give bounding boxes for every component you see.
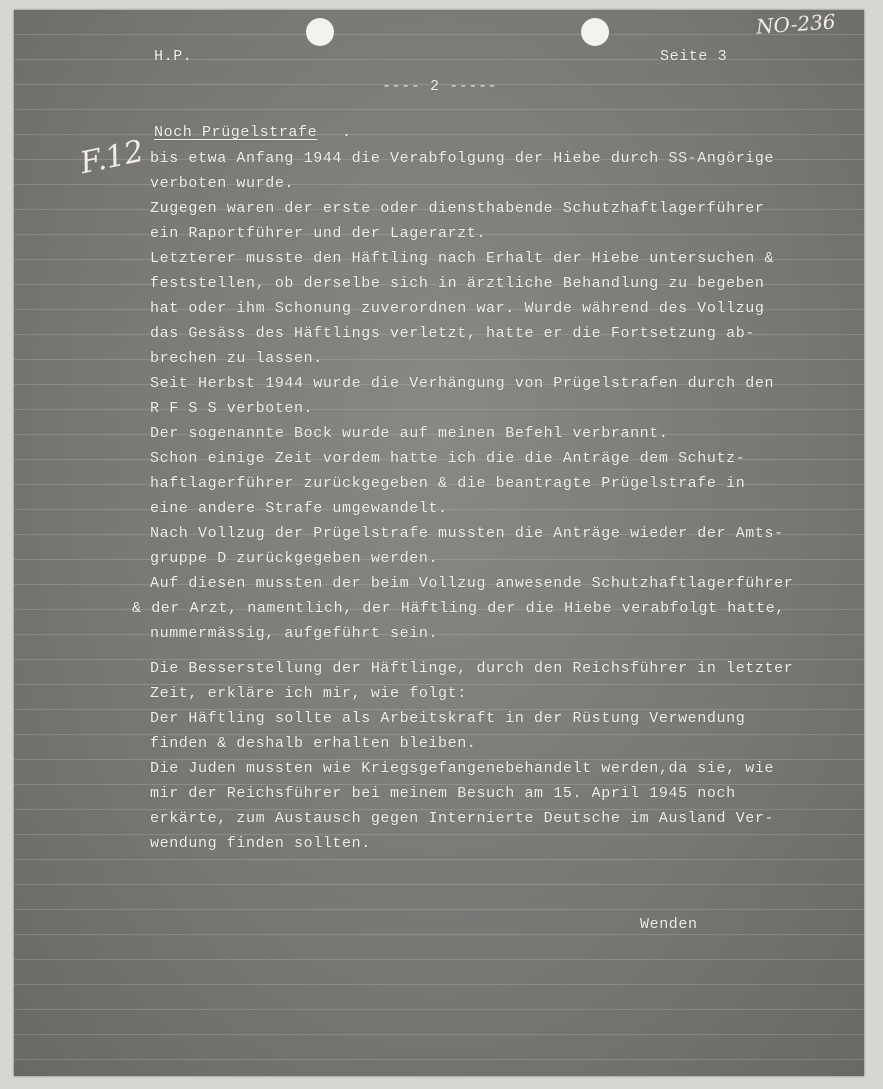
text-line: brechen zu lassen. [150,350,323,367]
text-line: Nach Vollzug der Prügelstrafe mussten die Anträge wieder der Amts- [150,525,784,542]
text-line: feststellen, ob derselbe sich in ärztliche Behandlung zu begeben [150,275,765,292]
text-line: verboten wurde. [150,175,295,192]
margin-mark: F.12 [77,133,147,182]
signature: Wenden [640,916,698,933]
text-line: Zeit, erkläre ich mir, wie folgt: [150,685,467,702]
section-heading: Noch Prügelstrafe [154,124,318,141]
text-line: haftlagerführer zurückgegeben & die beantragte Prügelstrafe in [150,475,746,492]
text-line: erkärte, zum Austausch gegen Internierte Deutsche im Ausland Ver- [150,810,775,827]
text-line: hat oder ihm Schonung zuverordnen war. Wurde während des Vollzug [150,300,765,317]
text-line: ein Raportführer und der Lagerarzt. [150,225,487,242]
punch-hole [306,18,334,46]
page-label: Seite 3 [660,48,728,65]
text-line: wendung finden sollten. [150,835,371,852]
text-line: finden & deshalb erhalten bleiben. [150,735,477,752]
text-line: eine andere Strafe umgewandelt. [150,500,448,517]
text-line: Seit Herbst 1944 wurde die Verhängung von Prügelstrafen durch den [150,375,775,392]
text-line: Zugegen waren der erste oder diensthabende Schutzhaftlagerführer [150,200,765,217]
archive-mark: NO-236 [755,9,837,39]
text-line: Die Besserstellung der Häftlinge, durch den Reichsführer in letzter [150,660,794,677]
text-line: Der Häftling sollte als Arbeitskraft in der Rüstung Verwendung [150,710,746,727]
text-line: Die Juden mussten wie Kriegsgefangenebehandelt werden,da sie, wie [150,760,775,777]
document-page [14,10,864,1076]
page-separator: ---- 2 ----- [382,78,498,95]
text-line: & der Arzt, namentlich, der Häftling der die Hiebe verabfolgt hatte, [132,600,785,617]
text-line: gruppe D zurückgegeben werden. [150,550,439,567]
text-line: R F S S verboten. [150,400,314,417]
heading-dot: . [342,124,352,141]
header-initials: H.P. [154,48,193,65]
text-line: mir der Reichsführer bei meinem Besuch am 15. April 1945 noch [150,785,736,802]
text-line: bis etwa Anfang 1944 die Verabfolgung der Hiebe durch SS-Angörige [150,150,775,167]
text-line: Letzterer musste den Häftling nach Erhalt der Hiebe untersuchen & [150,250,775,267]
text-line: Auf diesen mussten der beim Vollzug anwesende Schutzhaftlagerführer [150,575,794,592]
punch-hole [581,18,609,46]
text-line: nummermässig, aufgeführt sein. [150,625,439,642]
text-line: Der sogenannte Bock wurde auf meinen Befehl verbrannt. [150,425,669,442]
text-line: Schon einige Zeit vordem hatte ich die die Anträge dem Schutz- [150,450,746,467]
text-line: das Gesäss des Häftlings verletzt, hatte er die Fortsetzung ab- [150,325,755,342]
